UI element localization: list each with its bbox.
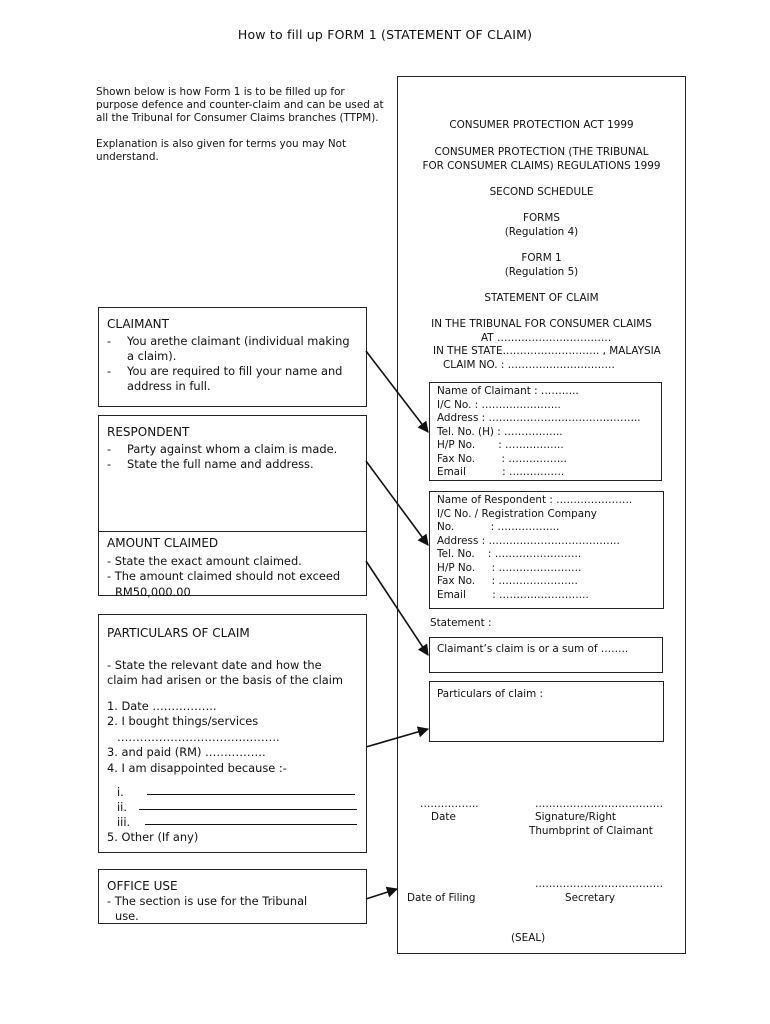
office-use-line-1: - The section is use for the Tribunal xyxy=(107,894,308,908)
form-particulars-label: Particulars of claim : xyxy=(437,688,544,700)
claimant-field-name: Name of Claimant : ……….. xyxy=(437,385,579,397)
intro-paragraph-1: Shown below is how Form 1 is to be filled up for purpose defence and counter-claim and can be used at all the Tribunal for Consumer Claims branches (TTPM). xyxy=(96,86,384,124)
form-tribunal-title: IN THE TRIBUNAL FOR CONSUMER CLAIMS xyxy=(431,318,652,330)
particulars-item-5: 5. Other (If any) xyxy=(107,830,199,844)
reason-row-1 xyxy=(107,785,360,800)
form-regulation-line-1: CONSUMER PROTECTION (THE TRIBUNAL xyxy=(434,146,649,158)
reason-label-1: i. xyxy=(117,785,124,799)
reason-label-2: ii. xyxy=(117,800,127,814)
form-regulation-4: (Regulation 4) xyxy=(504,226,579,238)
office-use-heading: OFFICE USE xyxy=(107,879,178,893)
form-claim-number: CLAIM NO. : ……………………….… xyxy=(443,358,615,371)
reason-line-1 xyxy=(147,794,355,795)
form-schedule: SECOND SCHEDULE xyxy=(489,186,594,198)
form-filing-label: Date of Filing xyxy=(407,892,476,904)
particulars-explanation-box xyxy=(98,614,367,853)
form-secretary-dots: ………………………………. xyxy=(535,878,663,890)
particulars-line-2: claim had arisen or the basis of the claim xyxy=(107,673,343,687)
respondent-field-hp: H/P No. : …………………… xyxy=(437,561,582,574)
respondent-bullet-1: - Party against whom a claim is made. xyxy=(107,442,360,457)
reason-label-3: iii. xyxy=(117,815,131,829)
particulars-item-2-dots: ……………………………..…….. xyxy=(117,729,280,744)
claimant-field-tel: Tel. No. (H) : …………….. xyxy=(437,425,563,438)
claimant-field-address: Address : …………………………………….. xyxy=(437,412,641,424)
office-use-explanation-box xyxy=(98,869,367,924)
office-use-line-2: use. xyxy=(115,909,139,923)
form-tribunal-state: IN THE STATE………………………. , MALAYSIA xyxy=(433,345,661,357)
form-act-title: CONSUMER PROTECTION ACT 1999 xyxy=(449,119,634,131)
form-tribunal-block xyxy=(397,318,686,372)
form-claim-sum-box xyxy=(429,637,663,673)
respondent-field-address: Address : ……………………………….. xyxy=(437,534,620,547)
respondent-field-registration: I/C No. / Registration Company xyxy=(437,507,597,520)
respondent-field-no: No. : ……………... xyxy=(437,521,560,533)
claimant-bullet-1: - You arethe claimant (individual making a claim). xyxy=(107,334,360,364)
amount-claimed-heading: AMOUNT CLAIMED xyxy=(107,536,219,550)
claimant-bullet-2: - You are required to fill your name and address in full. xyxy=(107,364,360,394)
respondent-bullet-2: - State the full name and address. xyxy=(107,457,360,472)
claimant-field-hp: H/P No. : …………….. xyxy=(437,439,564,451)
claimant-heading: CLAIMANT xyxy=(107,317,169,331)
form-regulation-line-2: FOR CONSUMER CLAIMS) REGULATIONS 1999 xyxy=(422,160,661,172)
claimant-explanation-box xyxy=(98,307,367,407)
form-thumbprint-label: Thumbprint of Claimant xyxy=(529,825,653,837)
claimant-field-email: Email : ……………. xyxy=(437,466,565,478)
arrow-office-use xyxy=(366,889,397,899)
form-header xyxy=(397,118,686,305)
amount-claimed-explanation-box xyxy=(98,531,367,599)
form-secretary-label: Secretary xyxy=(565,892,615,904)
form-seal: (SEAL) xyxy=(511,932,546,944)
particulars-line-1: - State the relevant date and how the xyxy=(107,657,322,672)
respondent-heading: RESPONDENT xyxy=(107,425,190,439)
form-signature-dots: ………………………………. xyxy=(535,798,663,810)
form-signature-label: Signature/Right xyxy=(535,811,616,823)
form-forms-label: FORMS xyxy=(523,212,560,224)
intro-paragraph-2: Explanation is also given for terms you may Not understand. xyxy=(96,138,347,163)
particulars-heading: PARTICULARS OF CLAIM xyxy=(107,626,250,640)
particulars-item-3: 3. and paid (RM) ……………. xyxy=(107,745,266,759)
page-title: How to fill up FORM 1 (STATEMENT OF CLAIM) xyxy=(237,27,533,42)
respondent-explanation-box xyxy=(98,415,367,532)
claimant-field-fax: Fax No. : …………….. xyxy=(437,452,567,465)
particulars-item-2: 2. I bought things/services xyxy=(107,714,259,728)
particulars-item-4: 4. I am disappointed because :- xyxy=(107,760,287,775)
intro-text xyxy=(96,86,386,177)
particulars-item-1: 1. Date …………….. xyxy=(107,698,217,713)
reason-row-3 xyxy=(107,815,360,830)
respondent-field-email: Email : …………………….. xyxy=(437,588,589,601)
respondent-field-name: Name of Respondent : …………………. xyxy=(437,494,633,506)
form-date-dots: …………….. xyxy=(420,798,479,810)
form-statement-label: Statement : xyxy=(430,617,492,629)
respondent-field-fax: Fax No. : ………………….. xyxy=(437,575,578,587)
form-date-label: Date xyxy=(431,811,456,823)
form-particulars-box xyxy=(429,681,664,742)
amount-claimed-limit: RM50,000.00 xyxy=(115,584,191,599)
form-tribunal-at: AT …………………………… xyxy=(481,331,612,344)
claimant-field-ic: I/C No. : ………………….. xyxy=(437,398,561,411)
form-claim-sum: Claimant’s claim is or a sum of …….. xyxy=(437,643,629,655)
amount-claimed-line-2: - The amount claimed should not exceed xyxy=(107,569,341,583)
form-regulation-5: (Regulation 5) xyxy=(504,266,579,278)
respondent-field-tel: Tel. No. : ……………………. xyxy=(437,548,582,560)
form-claimant-details xyxy=(429,382,662,481)
form-number: FORM 1 xyxy=(521,252,562,264)
form-statement-title: STATEMENT OF CLAIM xyxy=(484,292,599,304)
reason-row-2 xyxy=(107,800,360,815)
reason-line-3 xyxy=(145,824,357,825)
form-respondent-details xyxy=(429,491,664,609)
amount-claimed-line-1: - State the exact amount claimed. xyxy=(107,553,302,568)
reason-line-2 xyxy=(139,809,357,810)
